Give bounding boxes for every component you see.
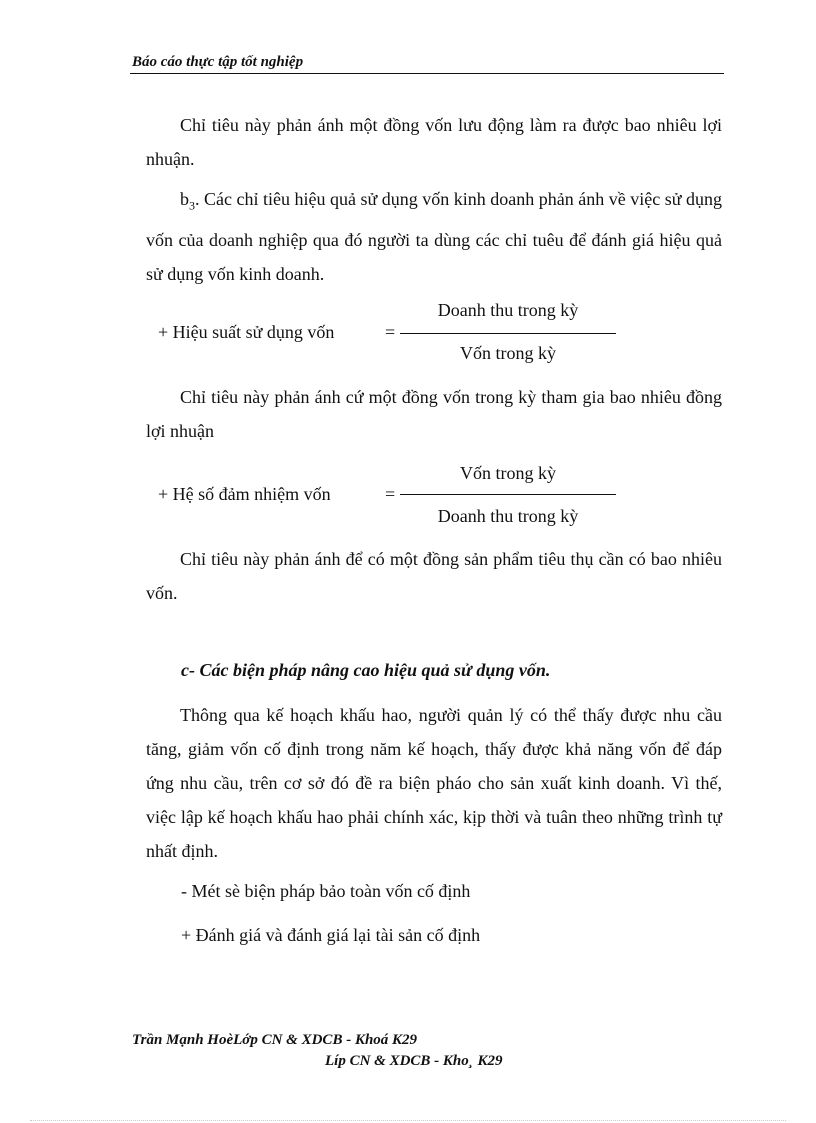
subscript-number: 3: [189, 198, 195, 213]
formula-1-equals: =: [385, 322, 396, 342]
formula-1-fraction-bar: [400, 333, 616, 334]
formula-2-numerator: Vốn trong kỳ: [460, 463, 556, 483]
list-line-1: - Mét sè biện pháp bảo toàn vốn cố định: [181, 881, 471, 901]
formula-2-fraction-bar: [400, 494, 616, 495]
header-title: Báo cáo thực tập tốt nghiệp: [132, 54, 304, 70]
paragraph-1: Chỉ tiêu này phản ánh một đồng vốn lưu động làm ra được bao nhiêu lợi nhuận.: [146, 115, 722, 169]
formula-2-denominator: Doanh thu trong kỳ: [437, 506, 579, 526]
paragraph-2-text: . Các chỉ tiêu hiệu quả sử dụng vốn kinh doanh phản ánh về việc sử dụng vốn của doanh nghiệp qua đó người ta dùng các chỉ tuêu để đánh giá hiệu quả sử dụng vốn kinh doanh.: [146, 189, 722, 284]
formula-1-numerator: Doanh thu trong kỳ: [437, 300, 579, 320]
footer-author-line: Trần Mạnh HoèLớp CN & XDCB - Khoá K29: [132, 1032, 418, 1048]
paragraph-4: Chỉ tiêu này phản ánh để có một đồng sản phẩm tiêu thụ cần có bao nhiêu vốn.: [146, 549, 722, 603]
formula-1-denominator: Vốn trong kỳ: [460, 343, 556, 363]
formula-2-equals: =: [385, 484, 396, 504]
formula-1-label: + Hiệu suất sử dụng vốn: [158, 322, 335, 342]
paragraph-5: Thông qua kế hoạch khấu hao, người quản lý có thể thấy được nhu cầu tăng, giảm vốn cố định trong năm kế hoạch, thấy được khả năng vốn để đáp ứng nhu cầu, trên cơ sở đó đề ra biện pháo cho sản xuất kinh doanh. Vì thế, việc lập kế hoạch khấu hao phải chính xác, kịp thời và tuân theo những trình tự nhất định.: [146, 705, 722, 861]
list-line-2: + Đánh giá và đánh giá lại tài sản cố định: [181, 925, 481, 945]
header-rule: [130, 73, 724, 74]
footer-class-line: Líp CN & XDCB - Kho¸ K29: [325, 1053, 503, 1069]
paragraph-2: [146, 182, 722, 291]
formula-2-label: + Hệ số đảm nhiệm vốn: [158, 484, 331, 504]
section-heading: c- Các biện pháp nâng cao hiệu quả sử dụng vốn.: [181, 660, 551, 680]
page-bottom-rule: [30, 1120, 786, 1121]
paragraph-3: Chỉ tiêu này phản ánh cứ một đồng vốn trong kỳ tham gia bao nhiêu đồng lợi nhuận: [146, 387, 722, 441]
subscript-base: b: [180, 189, 189, 209]
